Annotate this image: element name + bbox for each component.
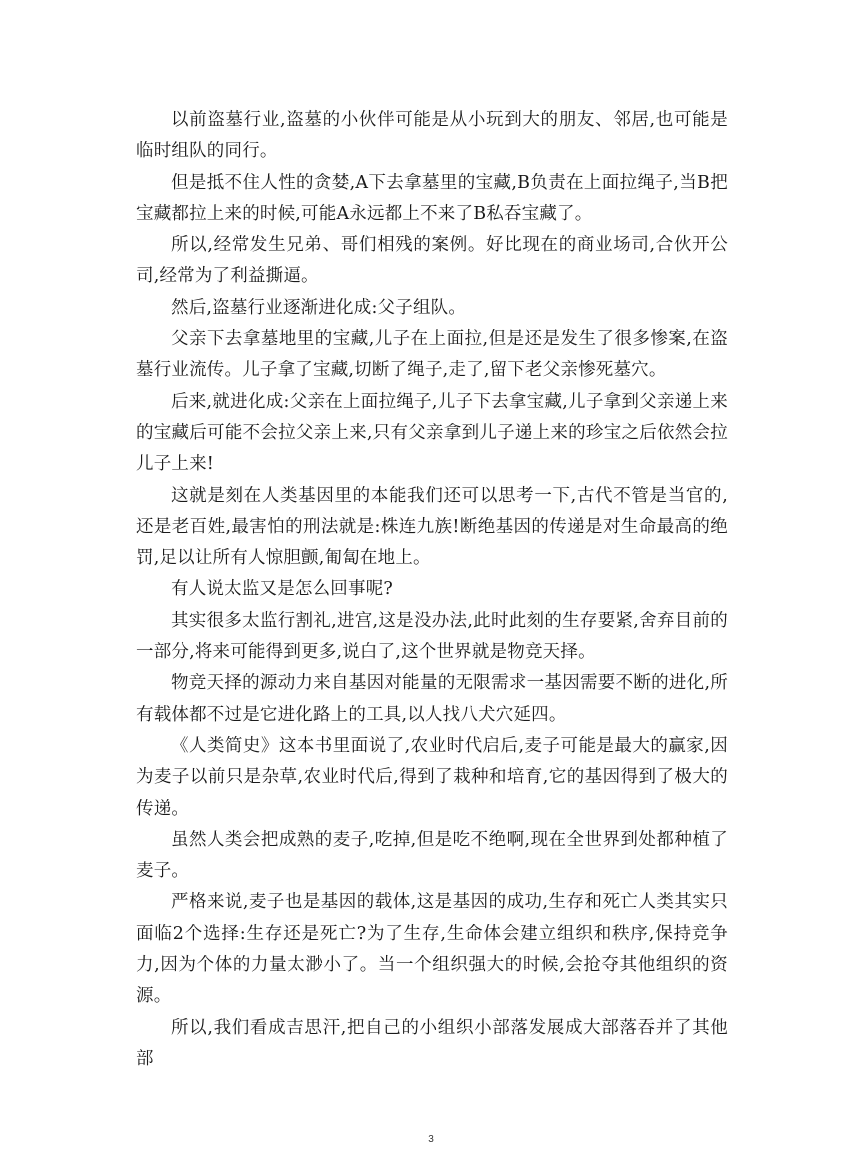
paragraph-10: 物竞天择的源动力来自基因对能量的无限需求一基因需要不断的进化,所有载体都不过是它进化路上的工具,以人找八犬穴延四。 <box>136 673 728 725</box>
paragraph-5: 父亲下去拿墓地里的宝藏,儿子在上面拉,但是还是发生了很多惨案,在盗墓行业流传。儿子拿了宝藏,切断了绳子,走了,留下老父亲惨死墓穴。 <box>136 329 728 381</box>
document-body <box>136 105 728 1075</box>
paragraph-11: 《人类简史》这本书里面说了,农业时代启后,麦子可能是最大的赢家,因为麦子以前只是杂草,农业时代后,得到了栽种和培育,它的基因得到了极大的传递。 <box>136 735 728 819</box>
paragraph-3: 所以,经常发生兄弟、哥们相残的案例。好比现在的商业场司,合伙开公司,经常为了利益撕逼。 <box>136 235 728 287</box>
page-number: 3 <box>428 1134 434 1145</box>
paragraph-8: 有人说太监又是怎么回事呢? <box>171 579 393 600</box>
paragraph-2: 但是抵不住人性的贪婪,A下去拿墓里的宝藏,B负责在上面拉绳子,当B把宝藏都拉上来的时候,可能A永远都上不来了B私吞宝藏了。 <box>136 172 728 224</box>
paragraph-13: 严格来说,麦子也是基因的载体,这是基因的成功,生存和死亡人类其实只面临2个选择:生存还是死亡?为了生存,生命体会建立组织和秩序,保持竞争力,因为个体的力量太渺小了。当一个组织强大的时候,会抢夺其他组织的资源。 <box>136 892 728 1007</box>
paragraph-12: 虽然人类会把成熟的麦子,吃掉,但是吃不绝啊,现在全世界到处都种植了麦子。 <box>136 829 728 882</box>
paragraph-14: 所以,我们看成吉思汗,把自己的小组织小部落发展成大部落吞并了其他部 <box>136 1017 728 1069</box>
paragraph-7: 这就是刻在人类基因里的本能我们还可以思考一下,古代不管是当官的,还是老百姓,最害怕的刑法就是:株连九族!断绝基因的传递是对生命最高的绝罚,足以让所有人惊胆颤,匍匐在地上。 <box>136 485 728 569</box>
paragraph-4: 然后,盗墓行业逐渐进化成:父子组队。 <box>171 297 467 318</box>
paragraph-9: 其实很多太监行割礼,进宫,这是没办法,此时此刻的生存要紧,舍弃目前的一部分,将来可能得到更多,说白了,这个世界就是物竞天择。 <box>136 610 728 663</box>
paragraph-6: 后来,就进化成:父亲在上面拉绳子,儿子下去拿宝藏,儿子拿到父亲递上来的宝藏后可能不会拉父亲上来,只有父亲拿到儿子递上来的珍宝之后依然会拉儿子上来! <box>136 391 728 475</box>
paragraph-1: 以前盗墓行业,盗墓的小伙伴可能是从小玩到大的朋友、邻居,也可能是临时组队的同行。 <box>136 110 728 162</box>
